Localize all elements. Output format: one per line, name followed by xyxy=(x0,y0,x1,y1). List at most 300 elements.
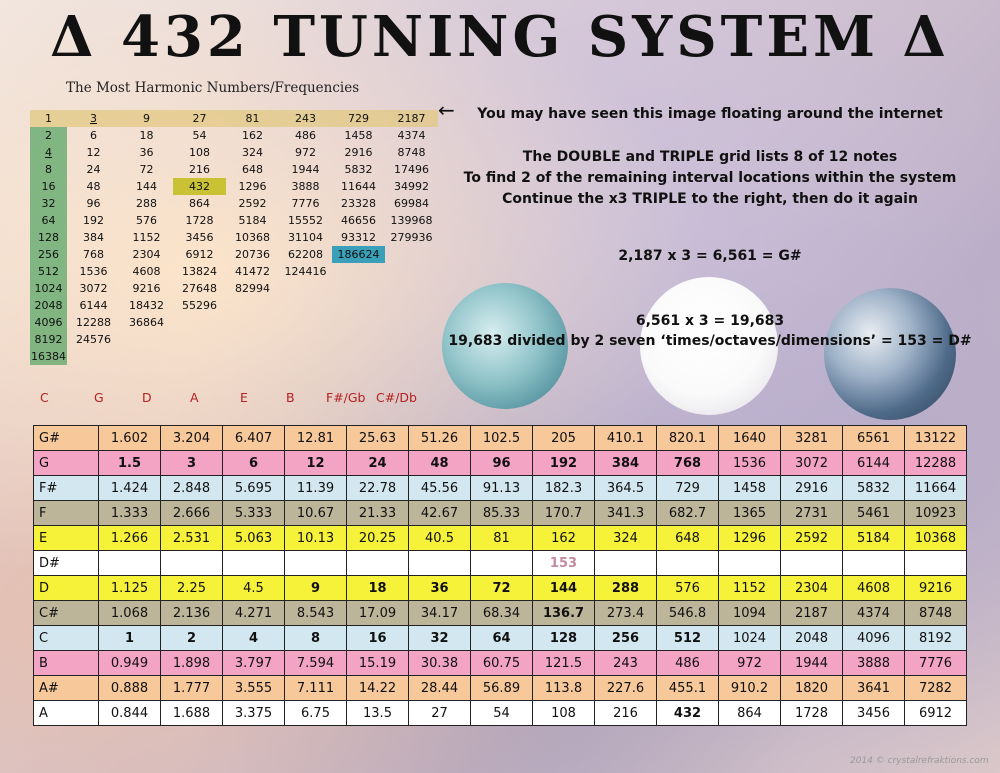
grid-cell: 1024 xyxy=(30,280,67,297)
grid-subtitle: The Most Harmonic Numbers/Frequencies xyxy=(66,80,360,96)
frequency-cell: 1.898 xyxy=(161,651,223,676)
note-name-cell: A# xyxy=(34,676,99,701)
frequency-cell xyxy=(347,551,409,576)
grid-row xyxy=(30,331,438,348)
frequency-cell: 1820 xyxy=(781,676,843,701)
frequency-cell: 4.5 xyxy=(223,576,285,601)
note-name-cell: G xyxy=(34,451,99,476)
frequency-cell: 1.333 xyxy=(99,501,161,526)
grid-cell: 3456 xyxy=(185,231,214,244)
grid-cell: 9 xyxy=(120,110,173,127)
frequency-cell: 5.333 xyxy=(223,501,285,526)
frequency-cell: 3456 xyxy=(843,701,905,726)
grid-cell xyxy=(173,348,226,365)
frequency-cell: 364.5 xyxy=(595,476,657,501)
frequency-cell: 324 xyxy=(595,526,657,551)
grid-cell: 23328 xyxy=(341,197,376,210)
frequency-cell: 1640 xyxy=(719,426,781,451)
grid-cell: 18432 xyxy=(129,299,164,312)
frequency-cell: 17.09 xyxy=(347,601,409,626)
grid-cell: 12 xyxy=(86,146,101,159)
frequency-cell: 5461 xyxy=(843,501,905,526)
grid-cell: 8748 xyxy=(397,146,426,159)
grid-cell: 96 xyxy=(86,197,101,210)
grid-cell: 4 xyxy=(30,144,67,161)
grid-cell: 32 xyxy=(30,195,67,212)
grid-cell xyxy=(120,348,173,365)
frequency-cell xyxy=(99,551,161,576)
frequency-cell: 0.949 xyxy=(99,651,161,676)
frequency-cell: 27 xyxy=(409,701,471,726)
frequency-cell: 153 xyxy=(533,551,595,576)
table-row xyxy=(34,601,967,626)
frequency-cell: 2.848 xyxy=(161,476,223,501)
frequency-cell: 3072 xyxy=(781,451,843,476)
grid-cell: 62208 xyxy=(288,248,323,261)
frequency-cell: 2.531 xyxy=(161,526,223,551)
grid-cell: 10368 xyxy=(235,231,270,244)
grid-row xyxy=(30,178,438,195)
frequency-cell: 6.75 xyxy=(285,701,347,726)
frequency-cell: 1 xyxy=(99,626,161,651)
grid-cell: 2187 xyxy=(385,110,438,127)
frequency-cell: 910.2 xyxy=(719,676,781,701)
frequency-cell: 4374 xyxy=(843,601,905,626)
table-row xyxy=(34,426,967,451)
grid-cell xyxy=(385,348,438,365)
frequency-cell: 25.63 xyxy=(347,426,409,451)
grid-cell: 5184 xyxy=(238,214,267,227)
grid-cell: 864 xyxy=(189,197,210,210)
frequency-cell: 128 xyxy=(533,626,595,651)
frequency-cell: 12 xyxy=(285,451,347,476)
frequency-cell: 162 xyxy=(533,526,595,551)
frequency-cell xyxy=(161,551,223,576)
grid-cell: 216 xyxy=(189,163,210,176)
frequency-cell: 8192 xyxy=(905,626,967,651)
note-name-cell: F xyxy=(34,501,99,526)
frequency-cell: 144 xyxy=(533,576,595,601)
frequency-cell: 1.777 xyxy=(161,676,223,701)
grid-cell xyxy=(226,314,279,331)
frequency-cell: 60.75 xyxy=(471,651,533,676)
grid-cell: 124416 xyxy=(284,265,327,278)
table-row xyxy=(34,676,967,701)
table-row xyxy=(34,551,967,576)
note-label: D xyxy=(142,390,152,405)
grid-cell xyxy=(279,280,332,297)
grid-row xyxy=(30,229,438,246)
intro-text: You may have seen this image floating around the internet xyxy=(477,106,943,122)
frequency-cell: 7.594 xyxy=(285,651,347,676)
frequency-cell: 1.068 xyxy=(99,601,161,626)
frequency-cell: 2304 xyxy=(781,576,843,601)
grid-cell: 108 xyxy=(189,146,210,159)
note-name-cell: D# xyxy=(34,551,99,576)
frequency-cell: 32 xyxy=(409,626,471,651)
frequency-cell: 288 xyxy=(595,576,657,601)
grid-cell: 27648 xyxy=(182,282,217,295)
grid-cell: 3072 xyxy=(79,282,108,295)
grid-cell: 648 xyxy=(242,163,263,176)
frequency-cell: 6912 xyxy=(905,701,967,726)
grid-cell: 93312 xyxy=(341,231,376,244)
frequency-cell: 3641 xyxy=(843,676,905,701)
frequency-cell: 243 xyxy=(595,651,657,676)
frequency-cell: 4096 xyxy=(843,626,905,651)
grid-cell xyxy=(332,280,385,297)
grid-cell: 24576 xyxy=(76,333,111,346)
frequency-cell: 1.424 xyxy=(99,476,161,501)
grid-cell xyxy=(120,331,173,348)
grid-cell: 279936 xyxy=(390,231,433,244)
grid-row xyxy=(30,110,438,127)
frequency-cell: 820.1 xyxy=(657,426,719,451)
frequency-cell: 16 xyxy=(347,626,409,651)
table-row xyxy=(34,626,967,651)
grid-cell: 128 xyxy=(30,229,67,246)
grid-cell: 3 xyxy=(67,110,120,127)
grid-cell xyxy=(385,297,438,314)
grid-cell: 1944 xyxy=(291,163,320,176)
grid-cell: 4096 xyxy=(30,314,67,331)
frequency-cell: 256 xyxy=(595,626,657,651)
frequency-cell: 22.78 xyxy=(347,476,409,501)
grid-cell: 8192 xyxy=(30,331,67,348)
grid-cell: 17496 xyxy=(394,163,429,176)
note-name-cell: D xyxy=(34,576,99,601)
grid-row xyxy=(30,161,438,178)
note-name-cell: F# xyxy=(34,476,99,501)
frequency-cell: 205 xyxy=(533,426,595,451)
grid-cell: 139968 xyxy=(390,214,433,227)
note-name-cell: C xyxy=(34,626,99,651)
grid-row xyxy=(30,280,438,297)
frequency-cell: 21.33 xyxy=(347,501,409,526)
frequency-cell: 8 xyxy=(285,626,347,651)
frequency-cell: 45.56 xyxy=(409,476,471,501)
grid-cell: 486 xyxy=(295,129,316,142)
grid-cell: 41472 xyxy=(235,265,270,278)
grid-cell: 1458 xyxy=(344,129,373,142)
frequency-cell xyxy=(719,551,781,576)
frequency-cell: 10.13 xyxy=(285,526,347,551)
frequency-cell: 54 xyxy=(471,701,533,726)
frequency-cell: 410.1 xyxy=(595,426,657,451)
frequency-cell: 1296 xyxy=(719,526,781,551)
frequency-cell: 3 xyxy=(161,451,223,476)
table-row xyxy=(34,526,967,551)
grid-cell xyxy=(332,297,385,314)
grid-cell: 18 xyxy=(139,129,154,142)
frequency-cell: 2.666 xyxy=(161,501,223,526)
note-label: A xyxy=(190,390,199,405)
frequency-cell: 3.204 xyxy=(161,426,223,451)
grid-cell: 4374 xyxy=(397,129,426,142)
frequency-cell: 5832 xyxy=(843,476,905,501)
grid-cell: 5832 xyxy=(344,163,373,176)
frequency-cell: 81 xyxy=(471,526,533,551)
grid-cell: 15552 xyxy=(288,214,323,227)
note-label: C#/Db xyxy=(376,390,417,405)
grid-cell: 46656 xyxy=(341,214,376,227)
table-row xyxy=(34,651,967,676)
grid-cell xyxy=(332,263,385,280)
table-row xyxy=(34,451,967,476)
note-label: B xyxy=(286,390,295,405)
grid-cell: 324 xyxy=(242,146,263,159)
frequency-cell: 1024 xyxy=(719,626,781,651)
frequency-cell: 34.17 xyxy=(409,601,471,626)
frequency-cell: 2592 xyxy=(781,526,843,551)
grid-cell: 432 xyxy=(173,178,226,195)
grid-row xyxy=(30,263,438,280)
frequency-cell xyxy=(905,551,967,576)
grid-cell xyxy=(173,314,226,331)
grid-cell xyxy=(279,331,332,348)
frequency-cell: 96 xyxy=(471,451,533,476)
frequency-cell: 2916 xyxy=(781,476,843,501)
note-name-cell: B xyxy=(34,651,99,676)
frequency-cell: 729 xyxy=(657,476,719,501)
frequency-cell xyxy=(409,551,471,576)
frequency-cell: 546.8 xyxy=(657,601,719,626)
frequency-cell: 72 xyxy=(471,576,533,601)
frequency-cell: 512 xyxy=(657,626,719,651)
frequency-cell: 10.67 xyxy=(285,501,347,526)
grid-cell: 162 xyxy=(242,129,263,142)
grid-cell: 54 xyxy=(192,129,207,142)
frequency-cell: 42.67 xyxy=(409,501,471,526)
grid-cell: 2048 xyxy=(30,297,67,314)
grid-cell: 512 xyxy=(30,263,67,280)
calc-triple: 6,561 x 3 = 19,683 xyxy=(635,313,785,329)
grid-cell: 729 xyxy=(332,110,385,127)
frequency-cell: 85.33 xyxy=(471,501,533,526)
grid-cell: 72 xyxy=(139,163,154,176)
grid-cell xyxy=(332,314,385,331)
frequency-cell: 4608 xyxy=(843,576,905,601)
note-label: E xyxy=(240,390,248,405)
table-row xyxy=(34,501,967,526)
frequency-cell: 28.44 xyxy=(409,676,471,701)
harmonic-grid xyxy=(30,110,438,365)
frequency-cell: 455.1 xyxy=(657,676,719,701)
grid-row xyxy=(30,348,438,365)
frequency-cell: 121.5 xyxy=(533,651,595,676)
grid-cell: 24 xyxy=(86,163,101,176)
grid-cell: 1296 xyxy=(238,180,267,193)
grid-cell: 576 xyxy=(136,214,157,227)
frequency-cell: 682.7 xyxy=(657,501,719,526)
note-label: G xyxy=(94,390,104,405)
grid-cell: 9216 xyxy=(132,282,161,295)
grid-cell: 69984 xyxy=(394,197,429,210)
frequency-cell: 8.543 xyxy=(285,601,347,626)
grid-cell: 288 xyxy=(136,197,157,210)
frequency-cell: 2731 xyxy=(781,501,843,526)
grid-row xyxy=(30,314,438,331)
grid-cell: 13824 xyxy=(182,265,217,278)
grid-cell: 55296 xyxy=(182,299,217,312)
frequency-cell: 12.81 xyxy=(285,426,347,451)
frequency-cell xyxy=(471,551,533,576)
frequency-cell: 136.7 xyxy=(533,601,595,626)
frequency-cell: 6144 xyxy=(843,451,905,476)
frequency-cell: 1.688 xyxy=(161,701,223,726)
find-intervals-text: To find 2 of the remaining interval locations within the system xyxy=(463,170,957,186)
grid-cell: 8 xyxy=(30,161,67,178)
frequency-cell: 1944 xyxy=(781,651,843,676)
grid-cell: 6144 xyxy=(79,299,108,312)
grid-cell xyxy=(385,263,438,280)
frequency-cell: 7776 xyxy=(905,651,967,676)
note-name-cell: G# xyxy=(34,426,99,451)
frequency-cell: 8748 xyxy=(905,601,967,626)
grid-cell xyxy=(279,314,332,331)
frequency-cell: 64 xyxy=(471,626,533,651)
grid-cell: 36 xyxy=(139,146,154,159)
frequency-cell: 1094 xyxy=(719,601,781,626)
grid-cell: 81 xyxy=(226,110,279,127)
frequency-cell: 51.26 xyxy=(409,426,471,451)
frequency-cell: 15.19 xyxy=(347,651,409,676)
grid-cell xyxy=(173,331,226,348)
frequency-cell: 108 xyxy=(533,701,595,726)
frequency-cell: 7.111 xyxy=(285,676,347,701)
frequency-cell: 113.8 xyxy=(533,676,595,701)
grid-cell: 11644 xyxy=(341,180,376,193)
grid-cell: 243 xyxy=(279,110,332,127)
grid-cell: 16 xyxy=(30,178,67,195)
frequency-cell: 227.6 xyxy=(595,676,657,701)
note-label: F#/Gb xyxy=(326,390,366,405)
grid-cell: 82994 xyxy=(235,282,270,295)
frequency-cell: 6 xyxy=(223,451,285,476)
grid-cell: 64 xyxy=(30,212,67,229)
frequency-cell: 1.602 xyxy=(99,426,161,451)
frequency-cell: 3281 xyxy=(781,426,843,451)
frequency-cell: 9 xyxy=(285,576,347,601)
frequency-cell: 7282 xyxy=(905,676,967,701)
frequency-cell: 20.25 xyxy=(347,526,409,551)
grid-cell: 7776 xyxy=(291,197,320,210)
frequency-cell: 341.3 xyxy=(595,501,657,526)
grid-cell xyxy=(332,348,385,365)
grid-cell: 31104 xyxy=(288,231,323,244)
copyright-watermark: 2014 © crystalrefraktions.com xyxy=(850,756,989,766)
page-title: Δ 432 TUNING SYSTEM Δ xyxy=(50,4,950,70)
frequency-cell xyxy=(223,551,285,576)
note-name-cell: E xyxy=(34,526,99,551)
frequency-cell: 40.5 xyxy=(409,526,471,551)
frequency-cell: 2 xyxy=(161,626,223,651)
frequency-cell: 5.063 xyxy=(223,526,285,551)
grid-cell: 1 xyxy=(30,110,67,127)
grid-cell xyxy=(226,331,279,348)
frequency-cell: 5.695 xyxy=(223,476,285,501)
grid-cell: 186624 xyxy=(332,246,385,263)
grid-row xyxy=(30,144,438,161)
frequency-cell xyxy=(285,551,347,576)
frequency-cell: 10368 xyxy=(905,526,967,551)
grid-cell: 2304 xyxy=(132,248,161,261)
frequency-cell xyxy=(781,551,843,576)
grid-cell: 27 xyxy=(173,110,226,127)
grid-cell: 3888 xyxy=(291,180,320,193)
table-row xyxy=(34,576,967,601)
grid-cell: 768 xyxy=(83,248,104,261)
frequency-cell: 1365 xyxy=(719,501,781,526)
grid-cell: 1536 xyxy=(79,265,108,278)
frequency-cell: 2.25 xyxy=(161,576,223,601)
grid-cell: 16384 xyxy=(31,350,66,363)
frequency-cell: 11.39 xyxy=(285,476,347,501)
grid-cell xyxy=(385,280,438,297)
frequency-table xyxy=(33,425,967,726)
frequency-cell: 24 xyxy=(347,451,409,476)
grid-cell: 384 xyxy=(83,231,104,244)
frequency-cell: 648 xyxy=(657,526,719,551)
frequency-cell xyxy=(595,551,657,576)
frequency-cell xyxy=(843,551,905,576)
grid-row xyxy=(30,127,438,144)
frequency-cell: 0.888 xyxy=(99,676,161,701)
frequency-cell: 10923 xyxy=(905,501,967,526)
frequency-cell: 2048 xyxy=(781,626,843,651)
frequency-cell: 18 xyxy=(347,576,409,601)
grid-cell xyxy=(279,297,332,314)
frequency-cell: 5184 xyxy=(843,526,905,551)
frequency-cell: 576 xyxy=(657,576,719,601)
frequency-cell: 216 xyxy=(595,701,657,726)
frequency-cell: 13122 xyxy=(905,426,967,451)
grid-cell xyxy=(279,348,332,365)
frequency-cell: 4.271 xyxy=(223,601,285,626)
grid-cell: 2916 xyxy=(344,146,373,159)
frequency-cell: 48 xyxy=(409,451,471,476)
grid-row xyxy=(30,195,438,212)
grid-row xyxy=(30,297,438,314)
frequency-cell: 36 xyxy=(409,576,471,601)
note-name-cell: A xyxy=(34,701,99,726)
frequency-cell: 1152 xyxy=(719,576,781,601)
frequency-cell: 6561 xyxy=(843,426,905,451)
grid-cell xyxy=(226,297,279,314)
frequency-cell: 12288 xyxy=(905,451,967,476)
frequency-cell: 3.555 xyxy=(223,676,285,701)
frequency-cell: 14.22 xyxy=(347,676,409,701)
grid-row xyxy=(30,246,438,263)
grid-cell: 2592 xyxy=(238,197,267,210)
frequency-cell: 1536 xyxy=(719,451,781,476)
earth-image xyxy=(824,288,956,420)
frequency-cell: 1.266 xyxy=(99,526,161,551)
table-row xyxy=(34,701,967,726)
left-arrow-icon: ← xyxy=(438,98,455,122)
grid-cell: 34992 xyxy=(394,180,429,193)
frequency-cell: 3.375 xyxy=(223,701,285,726)
frequency-cell: 1458 xyxy=(719,476,781,501)
frequency-cell: 91.13 xyxy=(471,476,533,501)
frequency-cell: 486 xyxy=(657,651,719,676)
frequency-cell: 30.38 xyxy=(409,651,471,676)
grid-cell: 4608 xyxy=(132,265,161,278)
grid-cell xyxy=(67,348,120,365)
grid-cell xyxy=(226,348,279,365)
frequency-cell: 864 xyxy=(719,701,781,726)
frequency-cell: 768 xyxy=(657,451,719,476)
